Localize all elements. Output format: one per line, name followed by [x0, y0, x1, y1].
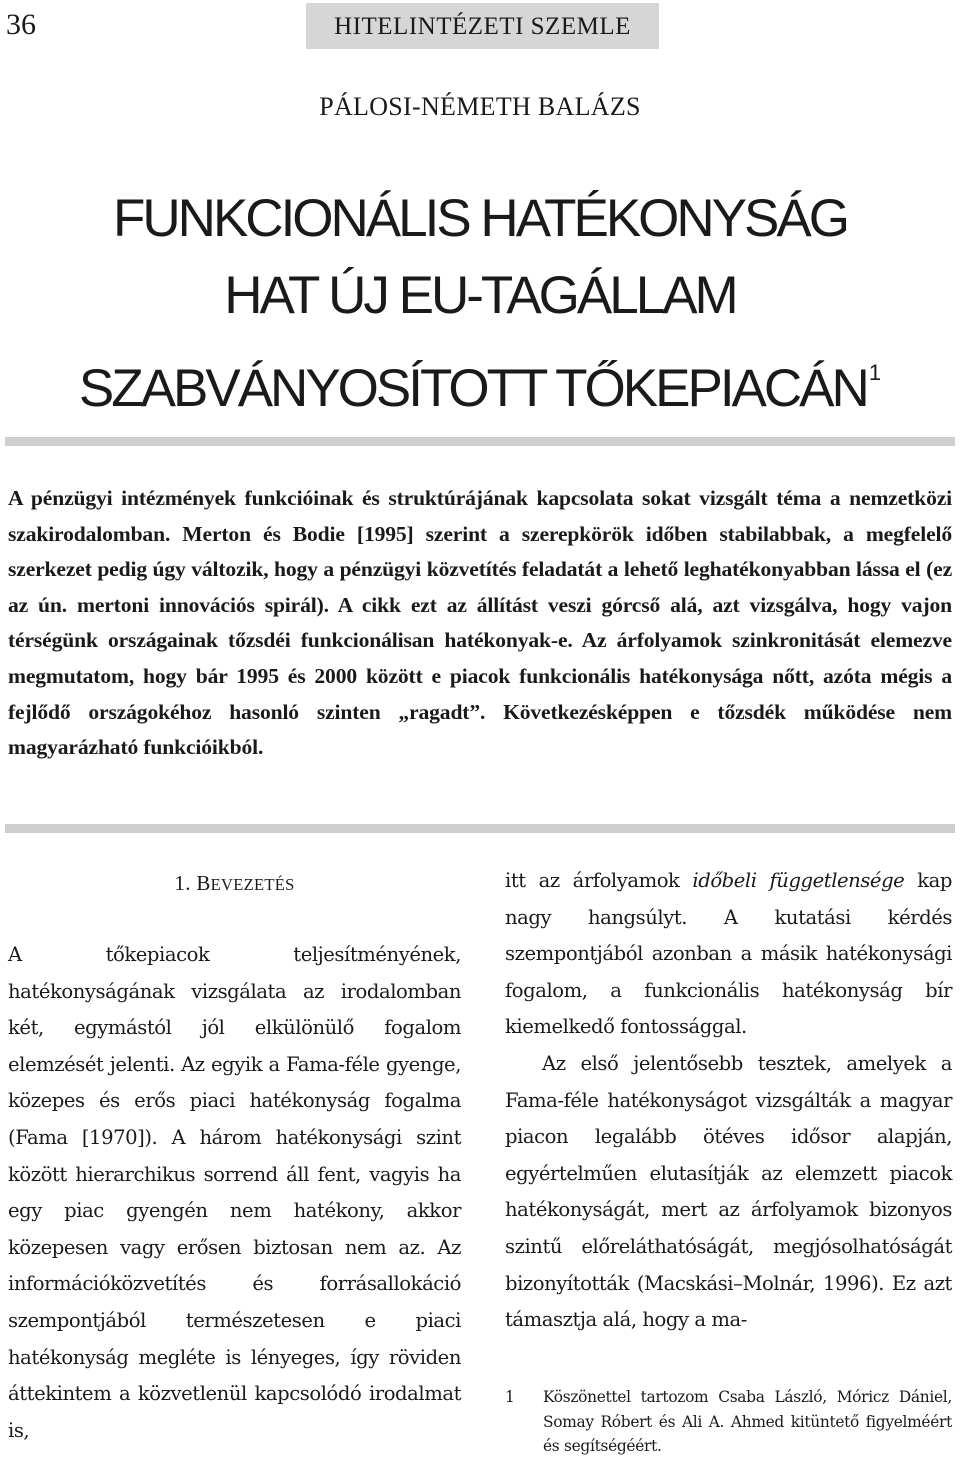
section-title-rest: EVEZETÉS: [210, 875, 295, 894]
title-line-1: FUNKCIONÁLIS HATÉKONYSÁG: [113, 189, 847, 248]
title-footnote-ref: 1: [868, 360, 882, 385]
page-number: 36: [6, 8, 36, 41]
title-line-2: HAT ÚJ EU-TAGÁLLAM: [224, 266, 736, 325]
right-p1-end: kap nagy hangsúlyt. A kutatási kérdés szempontjából azonban a másik hatékonysági fogalom, a funkcionális hatékonyság bír kiemelkedő fontossággal.: [505, 869, 953, 1039]
footnote-mark: 1: [505, 1388, 515, 1406]
right-p1-italic: időbeli függetlensége: [692, 869, 905, 892]
right-column: [505, 863, 952, 1339]
journal-name: HITELINTÉZETI SZEMLE: [306, 3, 659, 49]
footnote: [505, 1385, 952, 1459]
top-divider: [5, 437, 955, 446]
right-p1-start: itt az árfolyamok: [505, 869, 693, 892]
title-line-3: [0, 334, 960, 427]
section-title-initial: B: [196, 871, 211, 895]
right-paragraph-1: [505, 863, 952, 1046]
section-heading: [8, 871, 461, 896]
footnote-text: Köszönettel tartozom Csaba László, Móricz Dániel, Somay Róbert és Ali A. Ahmed kitüntető figyelméért és segítségéért.: [543, 1388, 952, 1455]
section-number: 1.: [174, 871, 191, 895]
abstract: A pénzügyi intézmények funkcióinak és struktúrájának kapcsolata sokat vizsgált téma a nemzetközi szakirodalomban. Merton és Bodie [1995] szerint a szerepkörök időben stabilabbak, a megfelelő szerkezet pedig úgy változik, hogy a pénzügyi közvetítés feladatát a lehető leghatékonyabban lássa el (ez az ún. mertoni innovációs spirál). A cikk ezt az állítást veszi górcső alá, azt vizsgálva, hogy vajon térségünk országainak tőzsdéi funkcionálisan hatékonyak-e. Az árfolyamok szinkronitását elemezve megmutatom, hogy bár 1995 és 2000 között e piacok funkcionális hatékonysága nőtt, azóta mégis a fejlődő országokéhoz hasonló szinten „ragadt”. Következésképpen e tőzsdék működése nem magyarázható funkcióikból.: [8, 486, 952, 760]
bottom-divider: [5, 824, 955, 833]
article-title: [0, 180, 960, 427]
left-column: [8, 937, 461, 1449]
author-name: PÁLOSI-NÉMETH BALÁZS: [319, 92, 641, 121]
left-paragraph: A tőkepiacok teljesítményének, hatékonyságának vizsgálata az irodalomban két, egymástól jól elkülönülő fogalom elemzését jelenti. Az egyik a Fama-féle gyenge, közepes és erős piaci hatékonyság fogalma (Fama [1970]). A három hatékonysági szint között hierarchikus sorrend áll fent, vagyis ha egy piac gyengén nem hatékony, akkor közepesen vagy erősen biztosan nem az. Az információközvetítés és forrásallokáció szempontjából természetesen e piaci hatékonyság megléte is lényeges, így röviden áttekintem a közvetlenül kapcsolódó irodalmat is,: [8, 943, 461, 1442]
right-paragraph-2: Az első jelentősebb tesztek, amelyek a Fama-féle hatékonyságot vizsgálták a magyar piacon legalább ötéves idősor alapján, egyértelműen elutasítják az elemzett piacok hatékonyságát, mert az árfolyamok bizonyos szintű előreláthatóságát, megjósolhatóságát bizonyították (Macskási–Molnár, 1996). Ez azt támasztja alá, hogy a ma-: [505, 1051, 952, 1332]
title-line-3-text: SZABVÁNYOSÍTOTT TŐKEPIACÁN: [78, 359, 867, 418]
